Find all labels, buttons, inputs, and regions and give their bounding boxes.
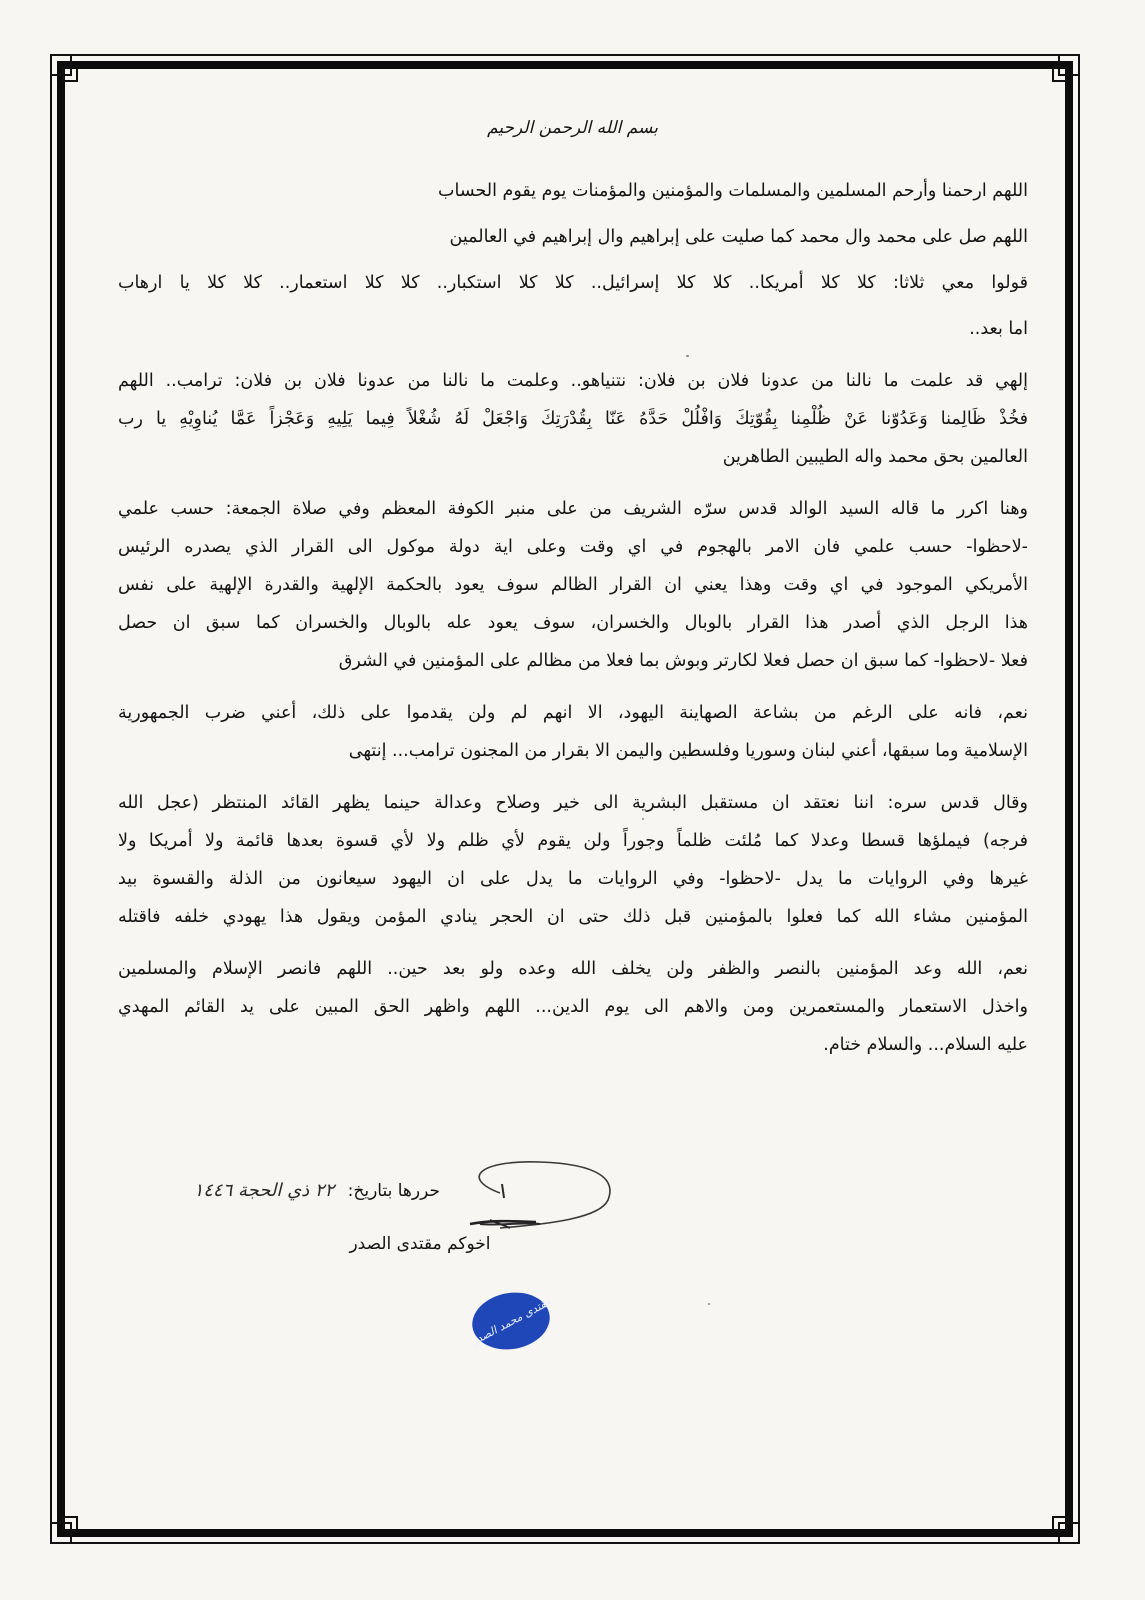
paragraph-line: -لاحظوا- حسب علمي فان الامر بالهجوم في اي وقت وعلى اية دولة موكول الى القرار الذي يصدره الرئيس <box>118 537 1028 557</box>
prayer-line-2: اللهم صل على محمد وال محمد كما صليت على إبراهيم وال إبراهيم في العالمين <box>449 227 1028 247</box>
scan-speck <box>686 355 689 357</box>
paragraph-line: واخذل الاستعمار والمستعمرين ومن والاهم الى يوم الدين... اللهم واظهر الحق المبين على يد القائم المهدي <box>118 997 1028 1017</box>
date-label: حررها بتاريخ: <box>347 1181 440 1201</box>
frame-corner-ornament <box>1052 1516 1068 1532</box>
transition-line: اما بعد.. <box>969 319 1028 339</box>
paragraph-line: وقال قدس سره: اننا نعتقد ان مستقبل البشرية الى خير وصلاح وعدالة حينما يظهر القائد المنتظر (عجل الله <box>118 793 1028 813</box>
prayer-line-1: اللهم ارحمنا وأرحم المسلمين والمسلمات والمؤمنين والمؤمنات يوم يقوم الحساب <box>438 181 1028 201</box>
paragraph-line: العالمين بحق محمد واله الطيبين الطاهرين <box>722 447 1028 467</box>
paragraph-supplication <box>118 362 1028 476</box>
letter-body <box>118 172 1028 1064</box>
frame-corner-ornament <box>62 66 78 82</box>
paragraph-line: نعم، الله وعد المؤمنين بالنصر والظفر ولن يخلف الله وعده ولو بعد حين.. اللهم فانصر الإسلام والمسلمين <box>118 959 1028 979</box>
paragraph-line: الأمريكي الموجود في اي وقت وهذا يعني ان القرار الظالم سوف يعود بالحكمة الإلهية والقدرة الإلهية على نفس <box>118 575 1028 595</box>
signer-name: اخوكم مقتدى الصدر <box>349 1234 491 1254</box>
paragraph-line: عليه السلام... والسلام ختام. <box>823 1035 1028 1055</box>
paragraph-line: فرجه) فيملؤها قسطا وعدلا كما مُلئت ظلماً وجوراً ولن يقوم لأي ظلم ولا لأي قسوة بعدها قائمة ولا أمريكا ولا <box>118 831 1028 851</box>
paragraph-line: فخُذْ ظَالِمنا وَعَدُوّنا عَنْ ظُلْمِنا بِقُوّتِكَ وَافْلُلْ حَدَّهُ عَنّا بِقُدْرَتِكَ وَاجْعَلْ لَهُ شُغْلاً فِيما يَلِيهِ وَعَجْزاً عَمَّا يُناوِيْهِ يا رب <box>118 409 1028 429</box>
frame-corner-ornament <box>1052 66 1068 82</box>
paragraph-future <box>118 784 1028 936</box>
paragraph-closing <box>118 950 1028 1064</box>
paragraph-line: فعلا -لاحظوا- كما سبق ان حصل فعلا لكارتر وبوش بما فعلا من مظالم على المؤمنين في الشرق <box>338 651 1028 671</box>
slogan-line: قولوا معي ثلاثا: كلا كلا أمريكا.. كلا كلا إسرائيل.. كلا كلا استكبار.. كلا كلا استعمار.. كلا كلا يا ارهاب <box>118 273 1028 293</box>
paragraph-line: وهنا اكرر ما قاله السيد الوالد قدس سرّه الشريف من على منبر الكوفة المعظم وفي صلاة الجمعة: حسب علمي <box>118 499 1028 519</box>
handwritten-date: ٢٢ ذي الحجة ١٤٤٦ <box>193 1180 335 1201</box>
paragraph-yes <box>118 694 1028 770</box>
paragraph-line: نعم، فانه على الرغم من بشاعة الصهاينة اليهود، الا انهم لم ولن يقدموا على ذلك، أعني ضرب الجمهورية <box>118 703 1028 723</box>
scan-speck <box>642 818 644 820</box>
paragraph-line: غيرها وفي الروايات ما يدل -لاحظوا- وفي الروايات ما يدل على ان اليهود سيعانون من الذلة والقسوة بيد <box>118 869 1028 889</box>
paragraph-line: الإسلامية وما سبقها، أعني لبنان وسوريا وفلسطين واليمن الا بقرار من المجنون ترامب... إنتهى <box>348 741 1028 761</box>
handwritten-signature <box>440 1158 620 1238</box>
seal-text: مقتدى محمد الصدر <box>468 1294 554 1348</box>
date-line <box>120 1180 440 1201</box>
paragraph-line: المؤمنين مشاء الله كما فعلوا بالمؤمنين قبل ذلك حتى ان الحجر ينادي المؤمن ويقول هذا يهودي خلفه فاقتله <box>118 907 1028 927</box>
paragraph-line: إلهي قد علمت ما نالنا من عدونا فلان بن فلان: نتنياهو.. وعلمت ما نالنا من عدونا فلان بن فلان: ترامب.. اللهم <box>118 371 1028 391</box>
scan-speck <box>708 1303 710 1305</box>
frame-corner-ornament <box>62 1516 78 1532</box>
paragraph-line: هذا الرجل الذي أصدر هذا القرار بالوبال والخسران، سوف يعود عله بالوبال والخسران كما سبق ان حصل <box>118 613 1028 633</box>
paragraph-quote <box>118 490 1028 680</box>
basmala-heading: بسم الله الرحمن الرحيم <box>487 118 658 138</box>
